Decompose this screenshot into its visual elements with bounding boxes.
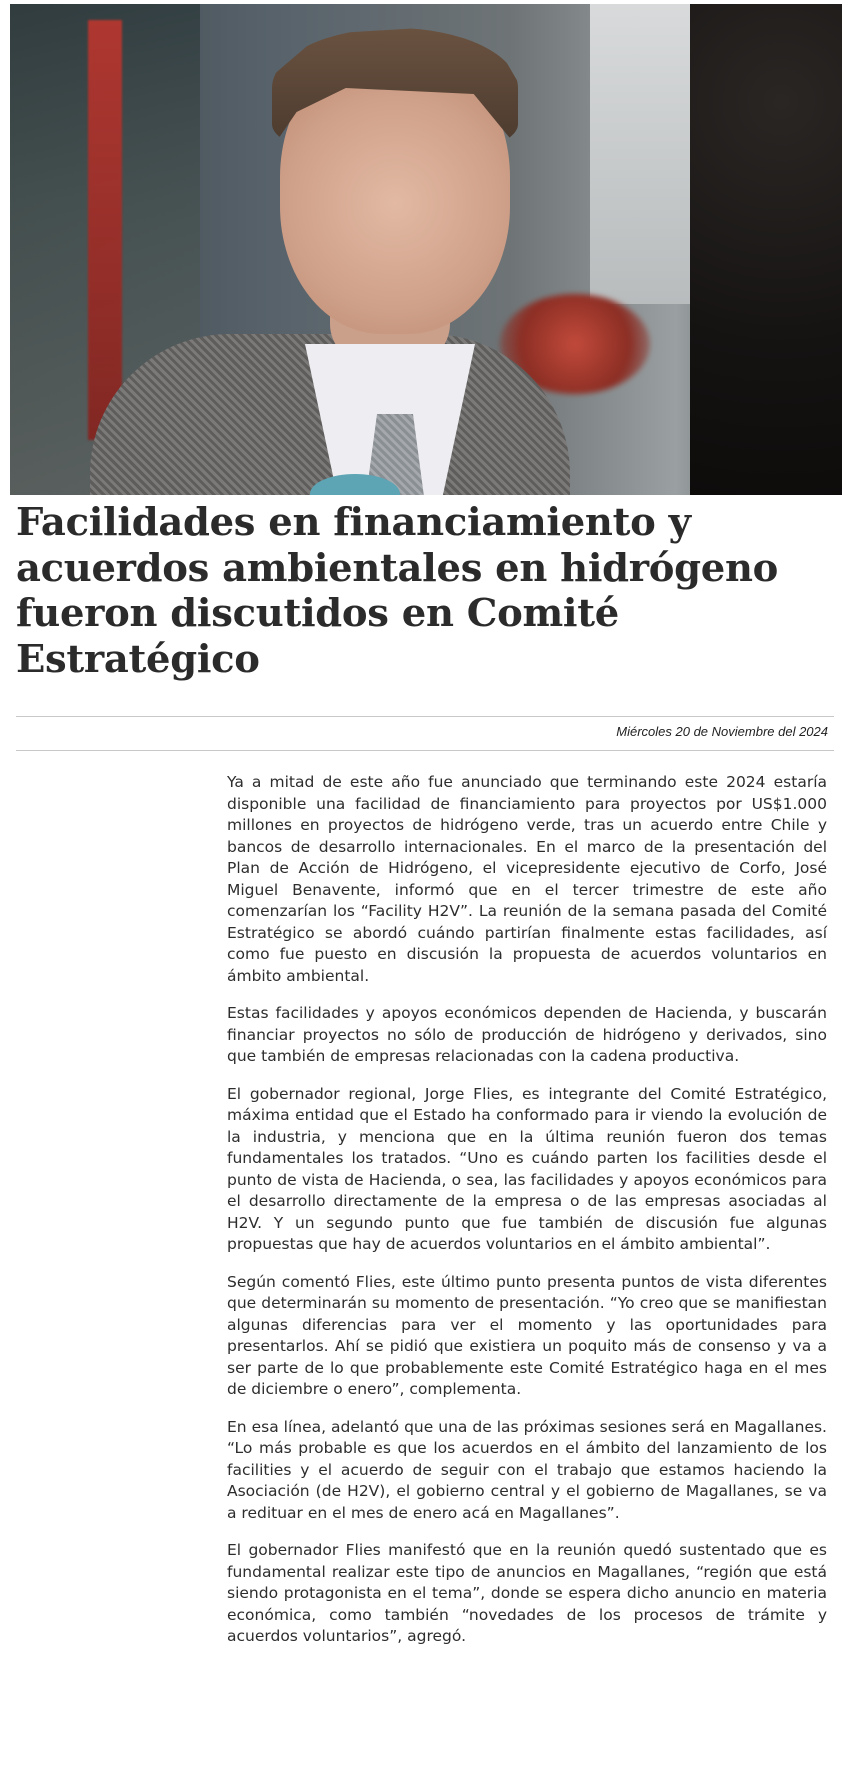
photo-camera xyxy=(690,4,842,495)
article-paragraph: Según comentó Flies, este último punto presenta puntos de vista diferentes que determinarán su momento de presentación. “Yo creo que se manifiestan algunas diferencias para ver el momento y las oportunidades para presentarlos. Ahí se pidió que existiera un poquito más de consenso y va a ser parte de lo que probablemente este Comité Estratégico haga en el mes de diciembre o enero”, complementa. xyxy=(227,1272,827,1398)
divider-bottom xyxy=(16,750,834,751)
article-headline: Facilidades en financiamiento y acuerdos ambientales en hidrógeno fueron discutidos en Comité Estratégico xyxy=(16,500,779,682)
article-photo xyxy=(10,4,842,495)
article-date: Miércoles 20 de Noviembre del 2024 xyxy=(616,724,828,739)
article-paragraph: En esa línea, adelantó que una de las próximas sesiones será en Magallanes. “Lo más probable es que los acuerdos en el ámbito del lanzamiento de los facilities y el acuerdo de seguir con el trabajo que estamos haciendo la Asociación (de H2V), el gobierno central y el gobierno de Magallanes, se va a redituar en el mes de enero acá en Magallanes”. xyxy=(227,1417,827,1522)
photo-background-sign xyxy=(88,20,122,440)
divider-top xyxy=(16,716,834,717)
article-paragraph: Ya a mitad de este año fue anunciado que terminando este 2024 estaría disponible una facilidad de financiamiento para proyectos por US$1.000 millones en proyectos de hidrógeno verde, tras un acuerdo entre Chile y bancos de desarrollo internacionales. En el marco de la presentación del Plan de Acción de Hidrógeno, el vicepresidente ejecutivo de Corfo, José Miguel Benavente, informó que en el tercer trimestre de este año comenzarían los “Facility H2V”. La reunión de la semana pasada del Comité Estratégico se abordó cuándo partirían finalmente estas facilidades, así como fue puesto en discusión la propuesta de acuerdos voluntarios en ámbito ambiental. xyxy=(227,773,827,985)
article-paragraph: Estas facilidades y apoyos económicos dependen de Hacienda, y buscarán financiar proyectos no sólo de producción de hidrógeno y derivados, sino que también de empresas relacionadas con la cadena productiva. xyxy=(227,1004,827,1065)
article-paragraph: El gobernador regional, Jorge Flies, es integrante del Comité Estratégico, máxima entidad que el Estado ha conformado para ir viendo la evolución de la industria, y menciona que en la última reunión fueron dos temas fundamentales los tratados. “Uno es cuándo parten los facilities desde el punto de vista de Hacienda, o sea, las facilidades y apoyos económicos para el desarrollo directamente de la empresa o de las empresas asociadas al H2V. Y un segundo punto que fue también de discusión fue algunas propuestas que hay de acuerdos voluntarios en el ámbito ambiental”. xyxy=(227,1084,827,1253)
article-paragraph: El gobernador Flies manifestó que en la reunión quedó sustentado que es fundamental realizar este tipo de anuncios en Magallanes, “región que está siendo protagonista en el tema”, donde se espera dicho anuncio en materia económica, como también “novedades de los procesos de trámite y acuerdos voluntarios”, agregó. xyxy=(227,1541,827,1645)
article-body xyxy=(227,772,827,1664)
